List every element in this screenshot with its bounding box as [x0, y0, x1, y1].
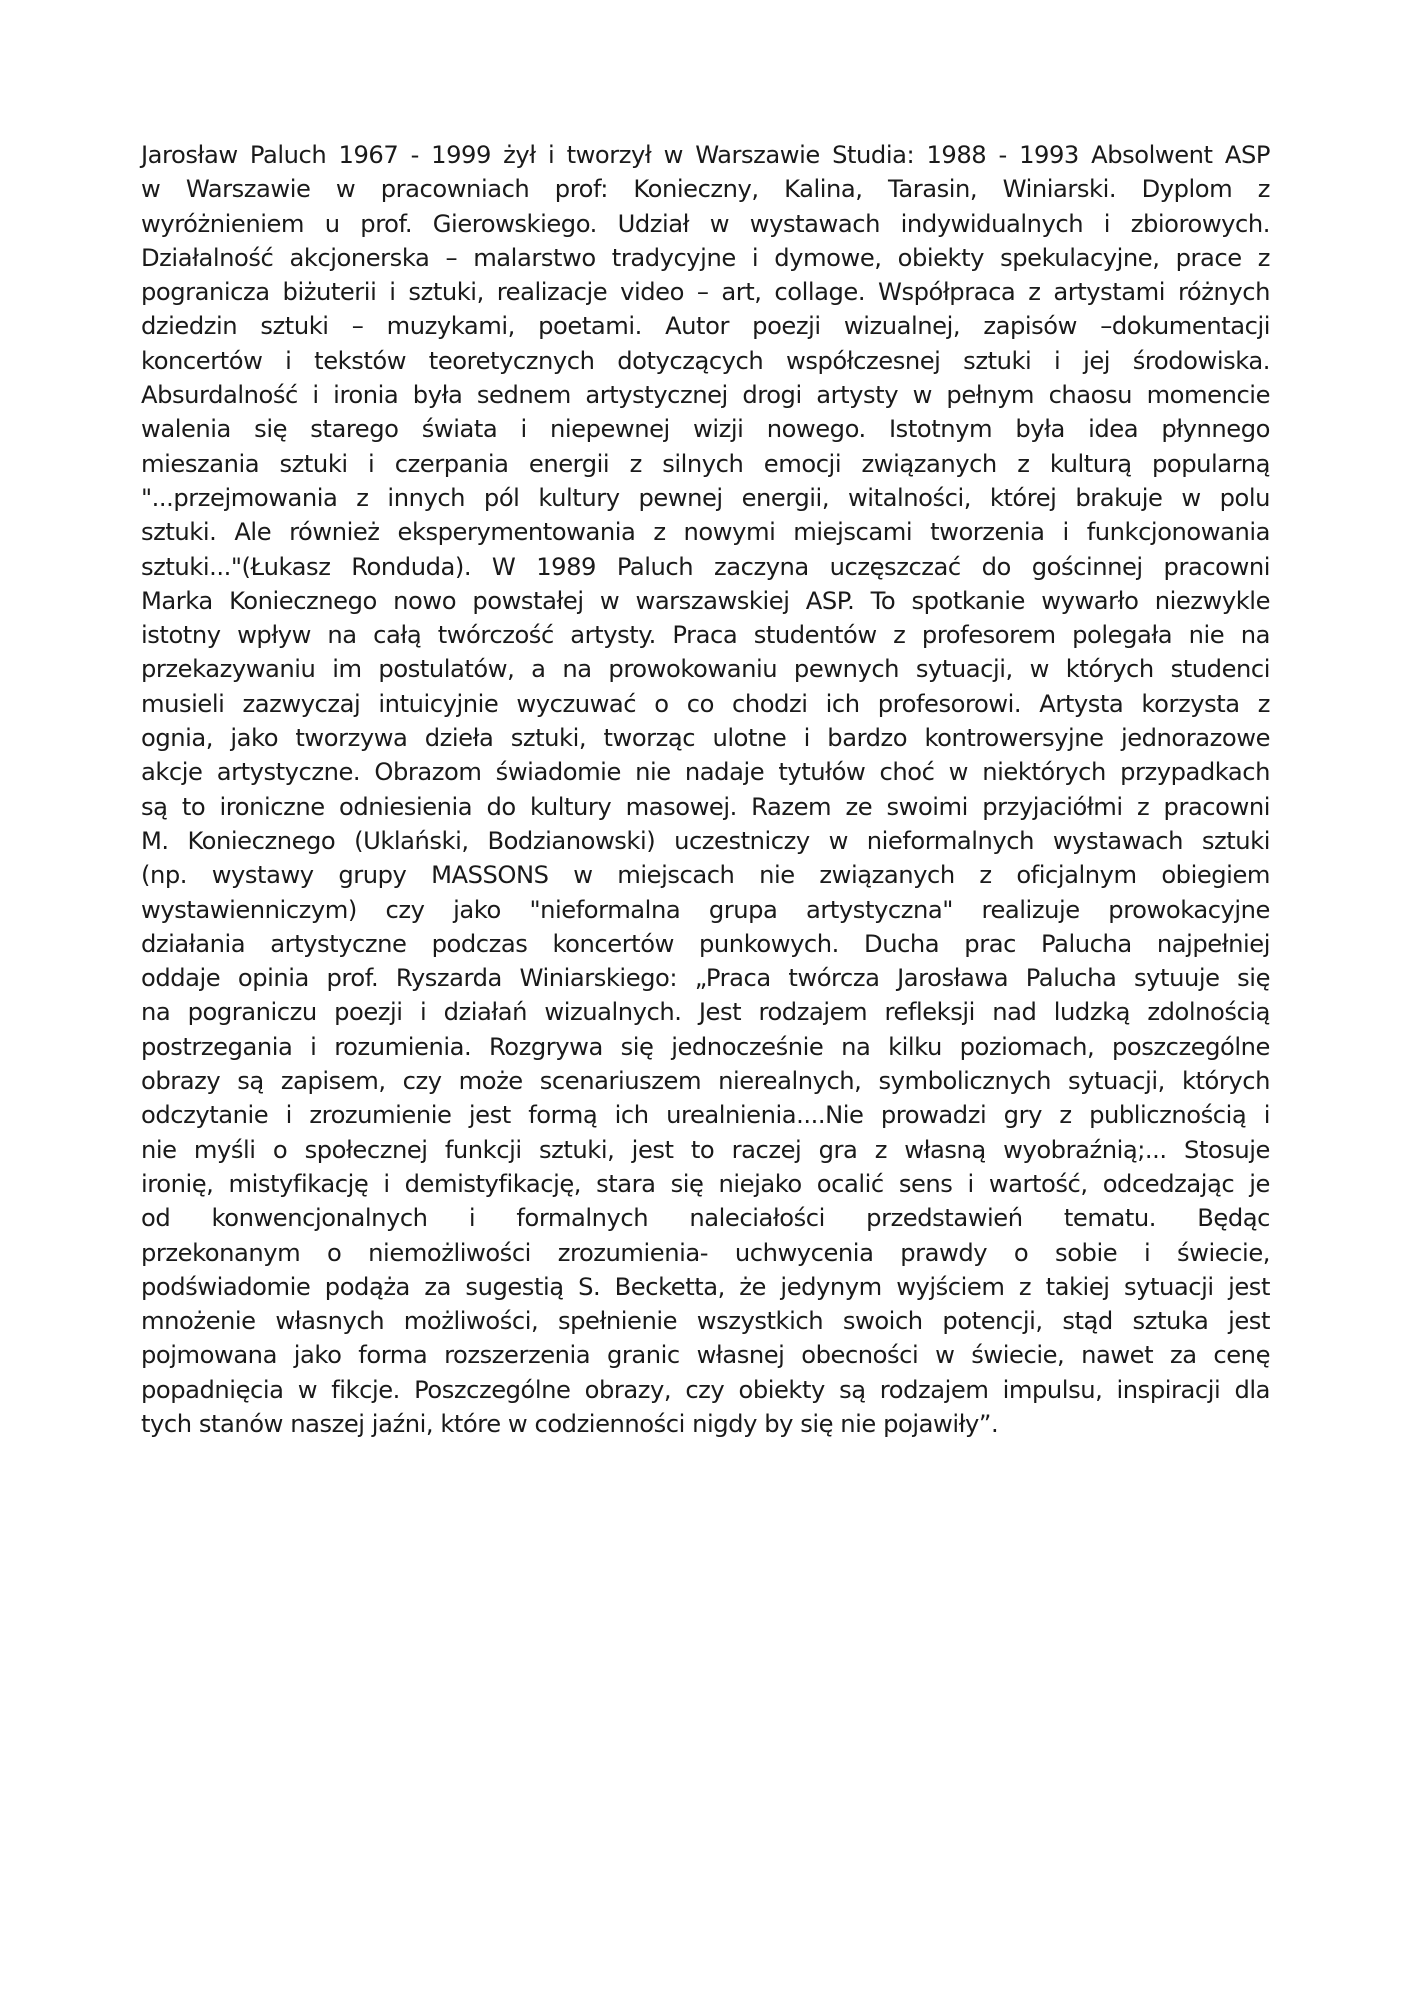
text-line: nie myśli o społecznej funkcji sztuki, jest to raczej gra z własną wyobraźnią;... Stosuje [141, 1135, 1270, 1164]
text-line: podświadomie podąża za sugestią S. Becketta, że jedynym wyjściem z takiej sytuacji jest [141, 1272, 1270, 1301]
text-line: postrzegania i rozumienia. Rozgrywa się jednocześnie na kilku poziomach, poszczególne [141, 1032, 1270, 1061]
text-line: oddaje opinia prof. Ryszarda Winiarskiego: „Praca twórcza Jarosława Palucha sytuuje się [141, 964, 1270, 993]
text-line: tych stanów naszej jaźni, które w codzienności nigdy by się nie pojawiły”. [141, 1409, 999, 1438]
text-line: M. Koniecznego (Uklański, Bodzianowski) uczestniczy w nieformalnych wystawach sztuki [141, 826, 1270, 855]
text-line: w Warszawie w pracowniach prof: Konieczny, Kalina, Tarasin, Winiarski. Dyplom z [141, 175, 1270, 204]
text-line: odczytanie i zrozumienie jest formą ich urealnienia....Nie prowadzi gry z publicznością i [141, 1101, 1270, 1130]
text-line: ognia, jako tworzywa dzieła sztuki, tworząc ulotne i bardzo kontrowersyjne jednorazowe [141, 724, 1270, 753]
text-line: akcje artystyczne. Obrazom świadomie nie nadaje tytułów choć w niektórych przypadkach [141, 758, 1270, 787]
text-line: istotny wpływ na całą twórczość artysty. Praca studentów z profesorem polegała nie na [141, 621, 1270, 650]
text-line: są to ironiczne odniesienia do kultury masowej. Razem ze swoimi przyjaciółmi z pracowni [141, 792, 1270, 821]
text-line: sztuki. Ale również eksperymentowania z nowymi miejscami tworzenia i funkcjonowania [141, 518, 1270, 547]
text-line: działania artystyczne podczas koncertów punkowych. Ducha prac Palucha najpełniej [141, 929, 1270, 958]
text-line: Jarosław Paluch 1967 - 1999 żył i tworzył w Warszawie Studia: 1988 - 1993 Absolwent ASP [141, 141, 1270, 169]
text-line: od konwencjonalnych i formalnych naleciałości przedstawień tematu. Będąc [141, 1204, 1270, 1233]
text-line: musieli zazwyczaj intuicyjnie wyczuwać o co chodzi ich profesorowi. Artysta korzysta z [141, 689, 1270, 718]
biography-paragraph [141, 138, 1270, 1441]
text-line: dziedzin sztuki – muzykami, poetami. Autor poezji wizualnej, zapisów –dokumentacji [141, 312, 1270, 341]
text-line: Marka Koniecznego nowo powstałej w warszawskiej ASP. To spotkanie wywarło niezwykle [141, 586, 1270, 615]
text-line: mieszania sztuki i czerpania energii z silnych emocji związanych z kulturą popularną [141, 449, 1270, 478]
text-line: obrazy są zapisem, czy może scenariuszem nierealnych, symbolicznych sytuacji, których [141, 1067, 1270, 1096]
text-line: (np. wystawy grupy MASSONS w miejscach nie związanych z oficjalnym obiegiem [141, 861, 1270, 890]
text-line: wyróżnieniem u prof. Gierowskiego. Udział w wystawach indywidualnych i zbiorowych. [141, 209, 1270, 238]
text-line: Działalność akcjonerska – malarstwo tradycyjne i dymowe, obiekty spekulacyjne, prace z [141, 243, 1270, 272]
text-line: wystawienniczym) czy jako "nieformalna grupa artystyczna" realizuje prowokacyjne [141, 895, 1270, 924]
text-line: popadnięcia w fikcje. Poszczególne obrazy, czy obiekty są rodzajem impulsu, inspiracji dla [141, 1375, 1270, 1404]
text-line: pogranicza biżuterii i sztuki, realizacje video – art, collage. Współpraca z artystami różnych [141, 278, 1270, 307]
text-line: na pograniczu poezji i działań wizualnych. Jest rodzajem refleksji nad ludzką zdolnością [141, 998, 1270, 1027]
text-line: "...przejmowania z innych pól kultury pewnej energii, witalności, której brakuje w polu [141, 483, 1270, 512]
text-line: koncertów i tekstów teoretycznych dotyczących współczesnej sztuki i jej środowiska. [141, 346, 1270, 375]
text-line: pojmowana jako forma rozszerzenia granic własnej obecności w świecie, nawet za cenę [141, 1341, 1270, 1370]
text-line: przekazywaniu im postulatów, a na prowokowaniu pewnych sytuacji, w których studenci [141, 655, 1270, 684]
text-line: sztuki..."(Łukasz Ronduda). W 1989 Paluch zaczyna uczęszczać do gościnnej pracowni [141, 552, 1270, 581]
text-line: przekonanym o niemożliwości zrozumienia- uchwycenia prawdy o sobie i świecie, [141, 1238, 1270, 1267]
text-line: ironię, mistyfikację i demistyfikację, stara się niejako ocalić sens i wartość, odcedzając je [141, 1169, 1270, 1198]
text-line: walenia się starego świata i niepewnej wizji nowego. Istotnym była idea płynnego [141, 415, 1270, 444]
text-line: mnożenie własnych możliwości, spełnienie wszystkich swoich potencji, stąd sztuka jest [141, 1307, 1270, 1336]
text-line: Absurdalność i ironia była sednem artystycznej drogi artysty w pełnym chaosu momencie [141, 381, 1270, 410]
